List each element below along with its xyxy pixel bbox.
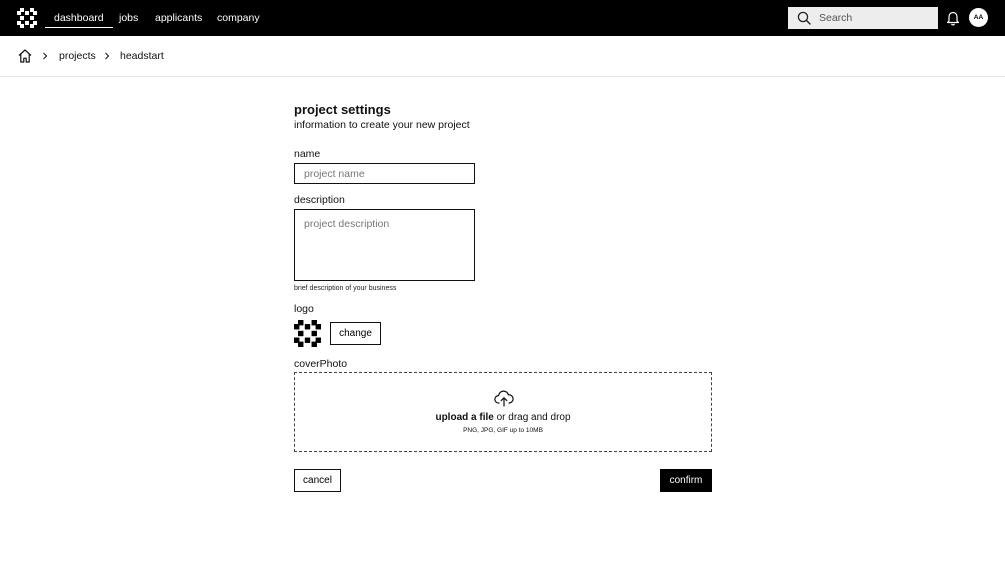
cover-photo-dropzone[interactable]	[294, 372, 712, 452]
chevron-right-icon	[104, 52, 110, 60]
nav-link-dashboard[interactable]: dashboard	[54, 0, 104, 36]
upload-instructions	[295, 412, 711, 423]
logo-preview-icon	[294, 320, 321, 347]
cancel-button[interactable]: cancel	[294, 469, 341, 492]
page-subtitle: information to create your new project	[294, 119, 470, 131]
search-icon	[797, 11, 811, 25]
breadcrumb	[0, 36, 1005, 77]
drag-drop-text: or drag and drop	[493, 412, 571, 423]
description-label: description	[294, 194, 345, 206]
nav-link-jobs[interactable]: jobs	[119, 12, 139, 24]
change-logo-button[interactable]: change	[330, 322, 381, 345]
nav-link-applicants[interactable]: applicants	[155, 12, 203, 24]
breadcrumb-projects[interactable]: projects	[59, 50, 96, 62]
name-label: name	[294, 148, 321, 160]
description-hint: brief description of your business	[294, 285, 397, 292]
home-icon[interactable]	[18, 49, 32, 63]
avatar[interactable]: AA	[969, 8, 988, 27]
bell-icon[interactable]	[946, 10, 960, 26]
search-input[interactable]	[819, 7, 934, 29]
cover-photo-label: coverPhoto	[294, 358, 348, 370]
chevron-right-icon	[42, 52, 48, 60]
upload-file-link[interactable]: upload a file	[435, 412, 494, 423]
top-nav	[0, 0, 1005, 36]
cloud-upload-icon	[494, 390, 514, 407]
search-box	[788, 7, 938, 29]
project-name-field[interactable]	[294, 163, 475, 184]
logo-label: logo	[294, 303, 314, 315]
breadcrumb-headstart[interactable]: headstart	[120, 50, 164, 62]
confirm-button[interactable]: confirm	[660, 469, 712, 492]
logo-icon[interactable]	[17, 8, 37, 28]
nav-link-company[interactable]: company	[217, 12, 260, 24]
page-title: project settings	[294, 102, 391, 117]
project-description-field[interactable]	[294, 209, 475, 281]
upload-formats: PNG, JPG, GIF up to 10MB	[463, 427, 543, 434]
